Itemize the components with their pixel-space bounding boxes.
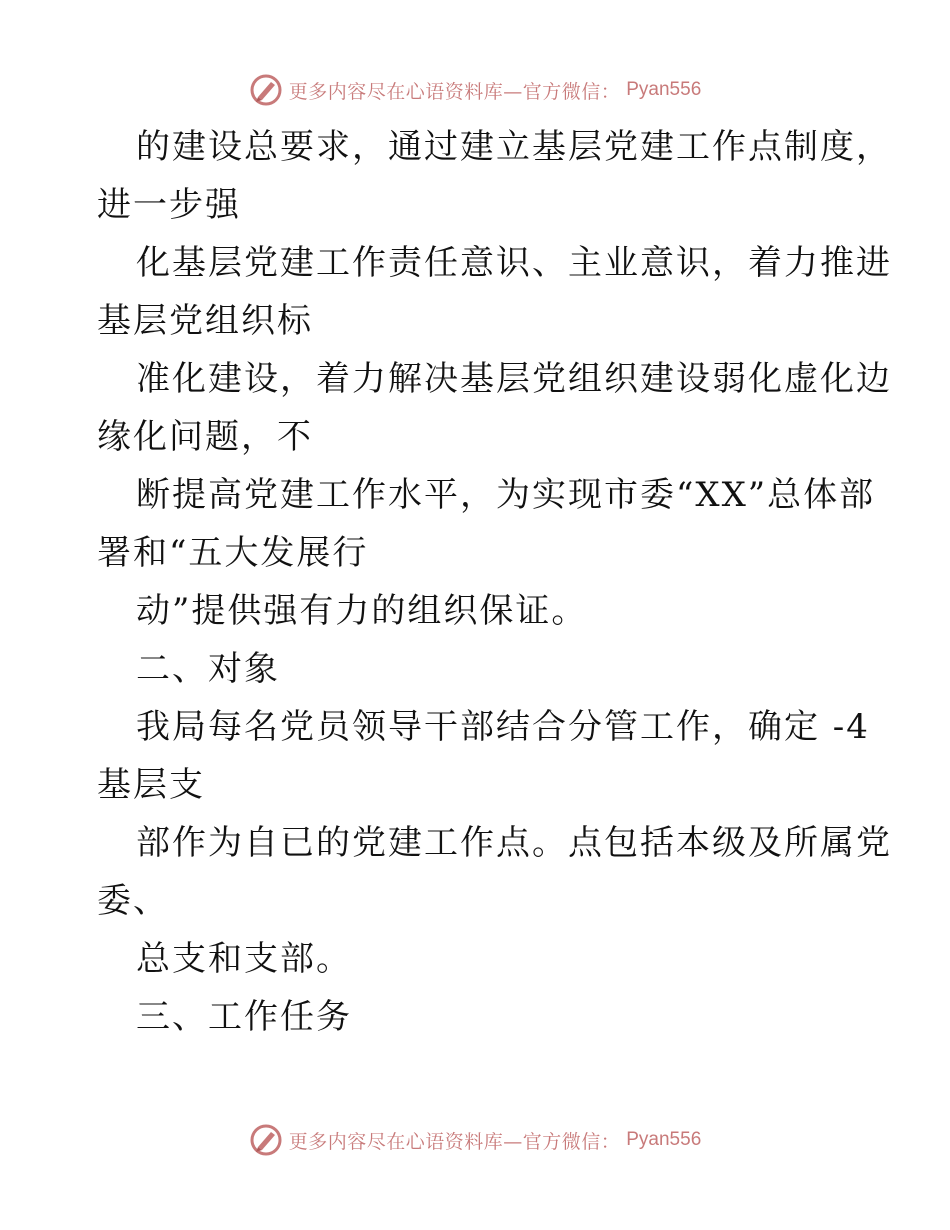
paragraph-line: 委、 (97, 881, 169, 921)
paragraph-line: 动”提供强有力的组织保证。 (136, 591, 588, 631)
paragraph-line: 缘化问题，不 (97, 417, 313, 457)
pen-logo-icon (249, 73, 283, 107)
paragraph-line: 化基层党建工作责任意识、主业意识，着力推进 (136, 243, 892, 283)
paragraph-line: 我局每名党员领导干部结合分管工作，确定 -4 (136, 707, 870, 747)
watermark-text: 更多内容尽在心语资料库—官方微信： (288, 80, 621, 103)
paragraph-line: 断提高党建工作水平，为实现市委“XX”总体部 (136, 475, 876, 515)
paragraph-line: 基层支 (97, 765, 205, 805)
paragraph-line: 的建设总要求，通过建立基层党建工作点制度， (136, 127, 892, 167)
watermark-text: 更多内容尽在心语资料库—官方微信： (288, 1130, 621, 1153)
section-heading: 三、工作任务 (136, 997, 352, 1037)
paragraph-line: 署和“五大发展行 (97, 533, 369, 573)
footer-watermark (0, 1120, 950, 1160)
paragraph-line: 进一步强 (97, 185, 241, 225)
pen-logo-icon (249, 1123, 283, 1157)
paragraph-line: 基层党组织标 (97, 301, 313, 341)
watermark-wechat-id: Pyan556 (626, 79, 702, 100)
paragraph-line: 总支和支部。 (136, 939, 352, 979)
watermark-wechat-id: Pyan556 (626, 1129, 702, 1150)
paragraph-line: 准化建设，着力解决基层党组织建设弱化虚化边 (136, 359, 892, 399)
header-watermark (0, 70, 950, 110)
paragraph-line: 部作为自已的党建工作点。点包括本级及所属党 (136, 823, 892, 863)
section-heading: 二、对象 (136, 649, 280, 689)
